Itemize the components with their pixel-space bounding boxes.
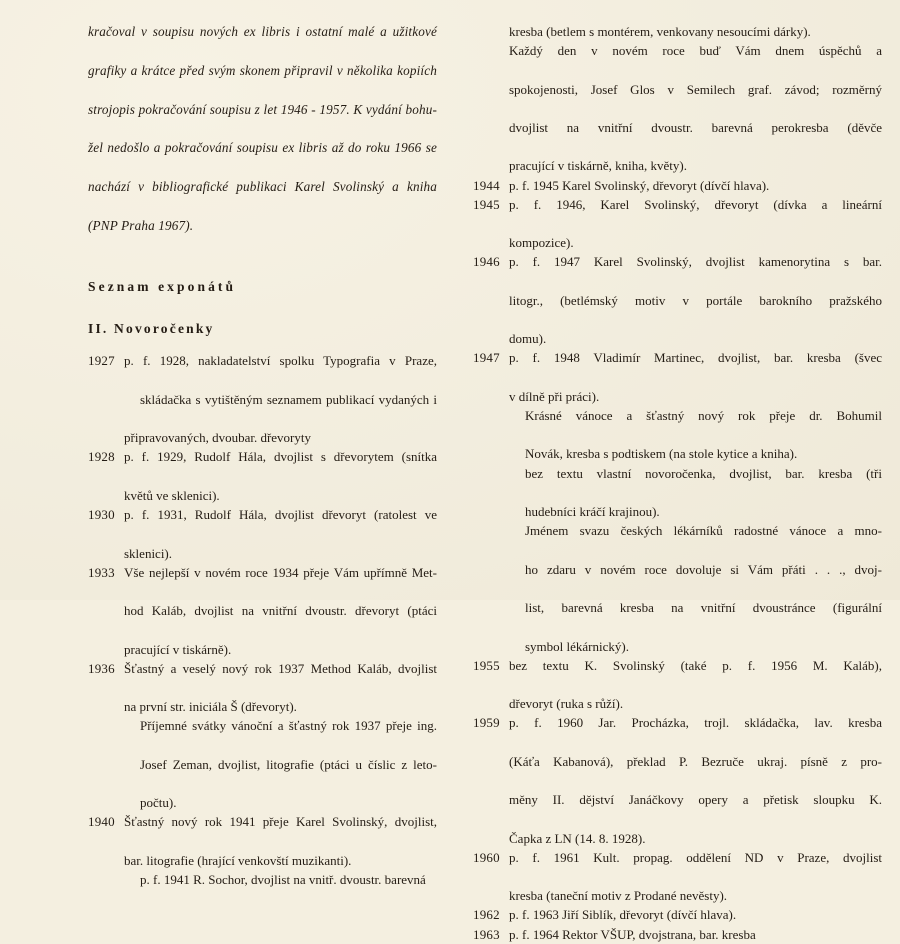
text-line: na první str. iniciála Š (dřevoryt). xyxy=(124,699,297,715)
entry-body xyxy=(509,656,882,714)
text-line: pracující v tiskárně). xyxy=(124,641,232,657)
entry-year: 1928 xyxy=(88,449,115,465)
catalog-entry xyxy=(473,713,882,847)
text-line: list, barevná kresba na vnitřní dvoustránce (figurální xyxy=(525,600,882,616)
text-line: p. f. 1960 Jar. Procházka, trojl. skládačka, lav. kresba xyxy=(509,715,882,731)
entry-paragraph xyxy=(509,176,882,195)
entry-year: 1927 xyxy=(88,353,115,369)
entry-paragraph xyxy=(509,252,882,348)
entry-year: 1955 xyxy=(473,657,500,673)
continuation-block xyxy=(473,22,882,176)
text-line: kresba (betlem s montérem, venkovany nesoucími dárky). xyxy=(509,24,811,39)
text-line: dřevoryt (ruka s růží). xyxy=(509,696,624,712)
text-line: Příjemné svátky vánoční a šťastný rok 1937 přeje ing. xyxy=(140,718,437,734)
catalog-entry xyxy=(473,656,882,714)
text-line: kračoval v soupisu nových ex libris i ostatní malé a užitkové xyxy=(88,24,437,39)
text-line: ho zdaru v novém roce dovoluje si Vám přáti . . ., dvoj- xyxy=(525,561,882,577)
entry-paragraph xyxy=(509,348,882,406)
catalog-entry xyxy=(88,659,437,813)
entry-paragraph xyxy=(509,925,882,944)
text-line: skládačka s vytištěným seznamem publikací vydaných i xyxy=(140,391,437,407)
catalog-entry xyxy=(473,925,882,944)
entry-body xyxy=(509,848,882,906)
entry-paragraph xyxy=(509,521,882,655)
page-title: Seznam exponátů xyxy=(88,279,237,295)
text-line: p. f. 1948 Vladimír Martinec, dvojlist, bar. kresba (švec xyxy=(509,350,882,366)
entry-body xyxy=(124,563,437,659)
text-line: dvojlist na vnitřní dvoustr. barevná perokresba (děvče xyxy=(509,120,882,136)
entry-year: 1930 xyxy=(88,507,115,523)
text-line: Vše nejlepší v novém roce 1934 přeje Vám upřímně Met- xyxy=(124,564,437,580)
entry-year: 1947 xyxy=(473,350,500,366)
entry-paragraph xyxy=(124,505,437,563)
entry-paragraph xyxy=(124,447,437,505)
text-line: domu). xyxy=(509,331,547,347)
left-entry-list xyxy=(88,351,437,889)
text-line: Šťastný a veselý nový rok 1937 Method Kaláb, dvojlist xyxy=(124,660,437,676)
entry-paragraph xyxy=(509,195,882,253)
text-line: p. f. 1945 Karel Svolinský, dřevoryt (dívčí hlava). xyxy=(509,177,770,193)
right-entry-list xyxy=(473,176,882,944)
catalog-entry xyxy=(88,351,437,447)
entry-paragraph xyxy=(509,41,882,175)
entry-year: 1945 xyxy=(473,196,500,212)
text-line: Čapka z LN (14. 8. 1928). xyxy=(509,830,646,846)
text-line: kompozice). xyxy=(509,235,574,251)
text-line: Josef Zeman, dvojlist, litografie (ptáci u číslic z leto- xyxy=(140,756,437,772)
text-line: počtu). xyxy=(140,795,177,811)
text-line: strojopis pokračování soupisu z let 1946 - 1957. K vydání bohu- xyxy=(88,101,437,117)
catalog-entry xyxy=(473,252,882,348)
entry-body xyxy=(509,176,882,195)
text-line: květů ve sklenici). xyxy=(124,487,220,503)
text-line: p. f. 1929, Rudolf Hála, dvojlist s dřevorytem (snítka xyxy=(124,449,437,465)
text-line: bez textu K. Svolinský (také p. f. 1956 M. Kaláb), xyxy=(509,657,882,673)
entry-paragraph xyxy=(509,713,882,847)
entry-paragraph xyxy=(124,563,437,659)
section-heading: II. Novoročenky xyxy=(88,321,215,337)
entry-body xyxy=(509,713,882,847)
text-line: litogr., (betlémský motiv v portále barokního pražského xyxy=(509,292,882,308)
text-line: pracující v tiskárně, kniha, květy). xyxy=(509,158,687,174)
catalog-entry xyxy=(473,848,882,906)
entry-body xyxy=(509,195,882,253)
entry-paragraph xyxy=(509,905,882,924)
text-line: p. f. 1941 R. Sochor, dvojlist na vnitř. dvoustr. barevná xyxy=(140,871,426,887)
entry-paragraph xyxy=(124,812,437,870)
text-line: bez textu vlastní novoročenka, dvojlist, bar. kresba (tři xyxy=(525,465,882,481)
text-line: v dílně při práci). xyxy=(509,388,600,404)
entry-body xyxy=(509,348,882,655)
catalog-entry xyxy=(88,563,437,659)
entry-body xyxy=(124,351,437,447)
entry-year: 1933 xyxy=(88,564,115,580)
entry-year: 1959 xyxy=(473,715,500,731)
entry-paragraph xyxy=(509,406,882,464)
entry-paragraph xyxy=(124,870,437,889)
left-column xyxy=(0,22,455,944)
entry-year: 1946 xyxy=(473,254,500,270)
entry-body xyxy=(509,925,882,944)
entry-body xyxy=(509,252,882,348)
text-line: Šťastný nový rok 1941 přeje Karel Svolinský, dvojlist, xyxy=(124,814,437,830)
text-line: hod Kaláb, dvojlist na vnitřní dvoustr. dřevoryt (ptáci xyxy=(124,603,437,619)
text-line: sklenici). xyxy=(124,545,173,561)
entry-body xyxy=(124,659,437,813)
two-column-layout xyxy=(0,22,900,944)
entry-body xyxy=(509,905,882,924)
entry-body xyxy=(124,447,437,505)
catalog-entry xyxy=(473,348,882,655)
text-line: p. f. 1964 Rektor VŠUP, dvojstrana, bar. kresba xyxy=(509,926,756,942)
text-line: připravovaných, dvoubar. dřevoryty xyxy=(124,430,312,446)
entry-year: 1944 xyxy=(473,177,500,193)
text-line: p. f. 1963 Jiří Siblík, dřevoryt (dívčí hlava). xyxy=(509,907,737,923)
entry-paragraph xyxy=(124,716,437,812)
text-line: žel nedošlo a pokračování soupisu ex libris až do roku 1966 se xyxy=(88,140,437,156)
catalog-entry xyxy=(473,905,882,924)
entry-year: 1960 xyxy=(473,849,500,865)
catalog-entry xyxy=(88,447,437,505)
continuation-body xyxy=(509,22,882,176)
text-line: p. f. 1928, nakladatelství spolku Typografia v Praze, xyxy=(124,353,437,369)
entry-paragraph xyxy=(509,464,882,522)
entry-paragraph xyxy=(509,22,882,41)
entry-paragraph xyxy=(509,848,882,906)
entry-paragraph xyxy=(509,656,882,714)
entry-year: 1936 xyxy=(88,660,115,676)
text-line: nachází v bibliografické publikaci Karel Svolinský a kniha xyxy=(88,179,437,195)
text-line: p. f. 1946, Karel Svolinský, dřevoryt (dívka a lineární xyxy=(509,196,882,212)
text-line: Každý den v novém roce buď Vám dnem úspěchů a xyxy=(509,43,882,59)
entry-body xyxy=(124,812,437,889)
text-line: symbol lékárnický). xyxy=(525,638,629,654)
catalog-entry xyxy=(473,195,882,253)
text-line: p. f. 1931, Rudolf Hála, dvojlist dřevoryt (ratolest ve xyxy=(124,507,437,523)
entry-paragraph xyxy=(124,659,437,717)
text-line: grafiky a krátce před svým skonem připravil v několika kopiích xyxy=(88,62,437,78)
entry-year: 1962 xyxy=(473,907,500,923)
text-line: (Káťa Kabanová), překlad P. Bezruče ukraj. písně z pro- xyxy=(509,753,882,769)
text-line: p. f. 1961 Kult. propag. oddělení ND v Praze, dvojlist xyxy=(509,849,882,865)
catalog-entry xyxy=(473,176,882,195)
text-line: Jménem svazu českých lékárníků radostné vánoce a mno- xyxy=(525,523,882,539)
entry-year: 1940 xyxy=(88,814,115,830)
catalog-entry xyxy=(88,812,437,889)
text-line: Novák, kresba s podtiskem (na stole kytice a kniha). xyxy=(525,446,798,462)
text-line: Krásné vánoce a šťastný nový rok přeje dr. Bohumil xyxy=(525,408,882,424)
intro-paragraph xyxy=(88,22,437,235)
text-line: kresba (taneční motiv z Prodané nevěsty). xyxy=(509,888,728,904)
entry-year: 1963 xyxy=(473,926,500,942)
text-line: p. f. 1947 Karel Svolinský, dvojlist kamenorytina s bar. xyxy=(509,254,882,270)
text-line: měny II. dějství Janáčkovy opery a přetisk sloupku K. xyxy=(509,792,882,808)
text-line: bar. litografie (hrající venkovští muzikanti). xyxy=(124,852,352,868)
text-line: spokojenosti, Josef Glos v Semilech graf. závod; rozměrný xyxy=(509,81,882,97)
catalog-entry xyxy=(88,505,437,563)
entry-paragraph xyxy=(124,351,437,447)
right-column xyxy=(455,22,900,944)
text-line: hudebníci kráčí krajinou). xyxy=(525,504,660,520)
text-line: (PNP Praha 1967). xyxy=(88,218,194,234)
entry-body xyxy=(124,505,437,563)
